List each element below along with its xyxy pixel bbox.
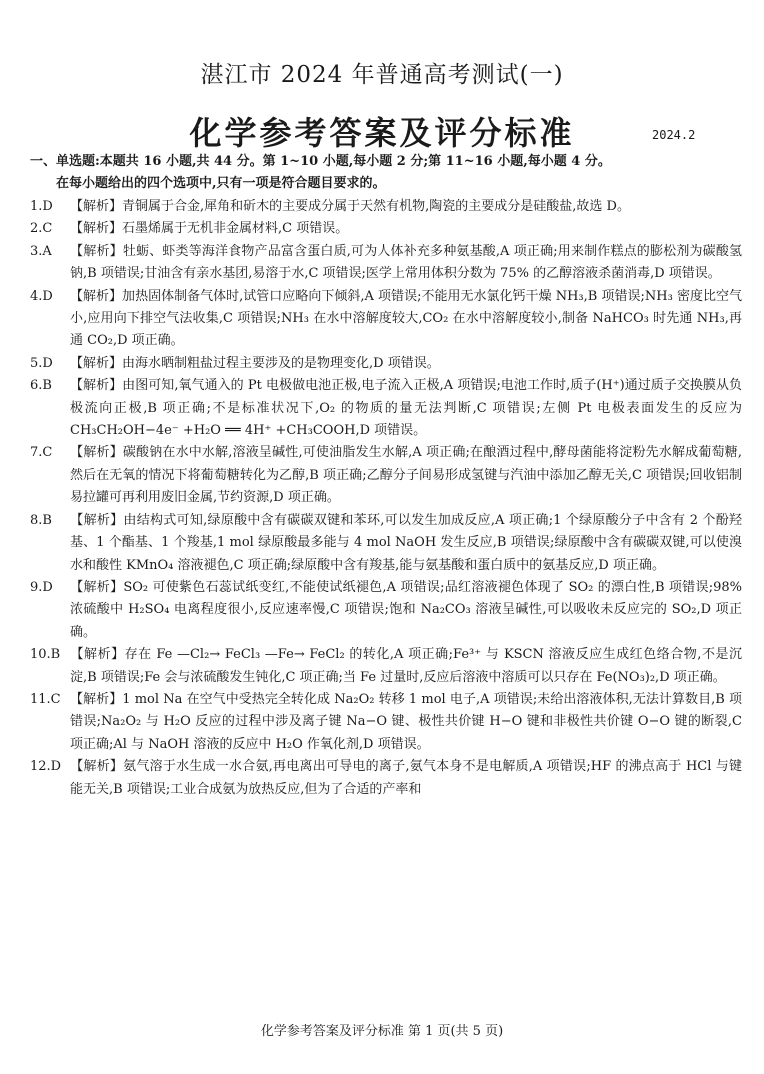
answer-explanation: 【解析】碳酸钠在水中水解,溶液呈碱性,可使油脂发生水解,A 项正确;在酿酒过程中,酵母菌能将淀粉先水解成葡萄糖,然后在无氧的情况下将葡萄糖转化为乙醇,B 项正确;乙醇分子间易形成氢键与汽油中添加乙醇无关,C 项错误;回收铝制易拉罐可再利用废旧金属,节约资源,D 项正确。 <box>70 445 742 506</box>
answer-item <box>30 241 742 286</box>
answer-item <box>30 353 742 375</box>
answer-item <box>30 644 742 689</box>
answer-explanation: 【解析】由图可知,氧气通入的 Pt 电极做电池正极,电子流入正极,A 项错误;电池工作时,质子(H⁺)通过质子交换膜从负极流向正极,B 项正确;不是标准状况下,O₂ 的物质的量无法判断,C 项错误;左侧 Pt 电极表面发生的反应为 CH₃CH₂OH−4e⁻ +H₂O ══ 4H⁺ +CH₃COOH,D 项错误。 <box>70 378 742 439</box>
answer-item <box>30 196 742 218</box>
answer-number: 1.D <box>30 199 53 214</box>
answer-explanation: 【解析】SO₂ 可使紫色石蕊试纸变红,不能使试纸褪色,A 项错误;品红溶液褪色体现了 SO₂ 的漂白性,B 项错误;98%浓硫酸中 H₂SO₄ 电离程度很小,反应速率慢,C 项错误;饱和 Na₂CO₃ 溶液呈碱性,可以吸收未反应完的 SO₂,D 项正确。 <box>70 579 742 640</box>
answer-number: 7.C <box>30 445 53 461</box>
answer-explanation: 【解析】由海水晒制粗盐过程主要涉及的是物理变化,D 项错误。 <box>70 355 440 371</box>
answer-explanation: 【解析】存在 Fe —Cl₂→ FeCl₃ —Fe→ FeCl₂ 的转化,A 项正确;Fe³⁺ 与 KSCN 溶液反应生成红色络合物,不是沉淀,B 项错误;Fe 会与浓硫酸发生钝化,C 项正确;当 Fe 过量时,反应后溶液中溶质可以只存在 Fe(NO₃)₂,D 项正确。 <box>70 647 742 685</box>
document-date: 2024.2 <box>652 128 696 142</box>
page-footer: 化学参考答案及评分标准 第 1 页(共 5 页) <box>260 1024 504 1039</box>
answer-number: 12.D <box>30 759 62 775</box>
answer-explanation: 【解析】加热固体制备气体时,试管口应略向下倾斜,A 项错误;不能用无水氯化钙干燥 NH₃,B 项错误;NH₃ 密度比空气小,应用向下排空气法收集,C 项错误;NH₃ 在水中溶解度较大,CO₂ 在水中溶解度较小,制备 NaHCO₃ 时先通 NH₃,再通 CO₂,D 项正确。 <box>70 288 742 349</box>
section-heading <box>30 151 748 195</box>
answer-explanation: 【解析】1 mol Na 在空气中受热完全转化成 Na₂O₂ 转移 1 mol 电子,A 项错误;未给出溶液体积,无法计算数目,B 项错误;Na₂O₂ 与 H₂O 反应的过程中涉及离子键 Na−O 键、极性共价键 H−O 键和非极性共价键 O−O 键的断裂,C 项正确;Al 与 NaOH 溶液的反应中 H₂O 作氧化剂,D 项错误。 <box>70 691 742 752</box>
exam-title: 湛江市 2024 年普通高考测试(一) <box>200 62 564 88</box>
answer-number: 9.D <box>30 579 53 595</box>
answer-number: 4.D <box>30 288 53 304</box>
answer-explanation: 【解析】石墨烯属于无机非金属材料,C 项错误。 <box>70 221 349 237</box>
answer-explanation: 【解析】牡蛎、虾类等海洋食物产品富含蛋白质,可为人体补充多种氨基酸,A 项正确;用来制作糕点的膨松剂为碳酸氢钠,B 项错误;甘油含有亲水基团,易溶于水,C 项错误;医学上常用体积分数为 75% 的乙醇溶液杀菌消毒,D 项错误。 <box>70 243 742 282</box>
answer-list <box>30 196 742 801</box>
answer-number: 8.B <box>30 512 52 528</box>
section-line-1: 一、单选题:本题共 16 小题,共 44 分。第 1~10 小题,每小题 2 分;第 11~16 小题,每小题 4 分。 <box>30 154 611 169</box>
answer-item <box>30 510 742 577</box>
answer-number: 10.B <box>30 647 61 663</box>
answer-number: 5.D <box>30 355 53 371</box>
answer-item <box>30 286 742 353</box>
answer-item <box>30 375 742 442</box>
answer-number: 2.C <box>30 221 53 237</box>
document-title: 化学参考答案及评分标准 <box>189 114 575 152</box>
answer-explanation: 【解析】青铜属于合金,犀角和斫木的主要成分属于天然有机物,陶瓷的主要成分是硅酸盐,故选 D。 <box>70 199 630 214</box>
answer-item <box>30 689 742 756</box>
answer-number: 11.C <box>30 691 61 707</box>
answer-explanation: 【解析】由结构式可知,绿原酸中含有碳碳双键和苯环,可以发生加成反应,A 项正确;1 个绿原酸分子中含有 2 个酚羟基、1 个酯基、1 个羧基,1 mol 绿原酸最多能与 4 mol NaOH 发生反应,B 项错误;绿原酸中含有碳碳双键,可以使溴水和酸性 KMnO₄ 溶液褪色,C 项正确;绿原酸中含有羧基,能与氨基酸和蛋白质中的氨基反应,D 项正确。 <box>70 512 742 573</box>
answer-item <box>30 442 742 509</box>
answer-item <box>30 218 742 240</box>
answer-number: 6.B <box>30 378 52 394</box>
answer-item <box>30 756 742 801</box>
answer-explanation: 【解析】氨气溶于水生成一水合氨,再电离出可导电的离子,氨气本身不是电解质,A 项错误;HF 的沸点高于 HCl 与键能无关,B 项错误;工业合成氨为放热反应,但为了合适的产率和 <box>70 759 742 797</box>
answer-number: 3.A <box>30 243 52 259</box>
section-line-2: 在每小题给出的四个选项中,只有一项是符合题目要求的。 <box>56 176 386 191</box>
answer-item <box>30 577 742 644</box>
